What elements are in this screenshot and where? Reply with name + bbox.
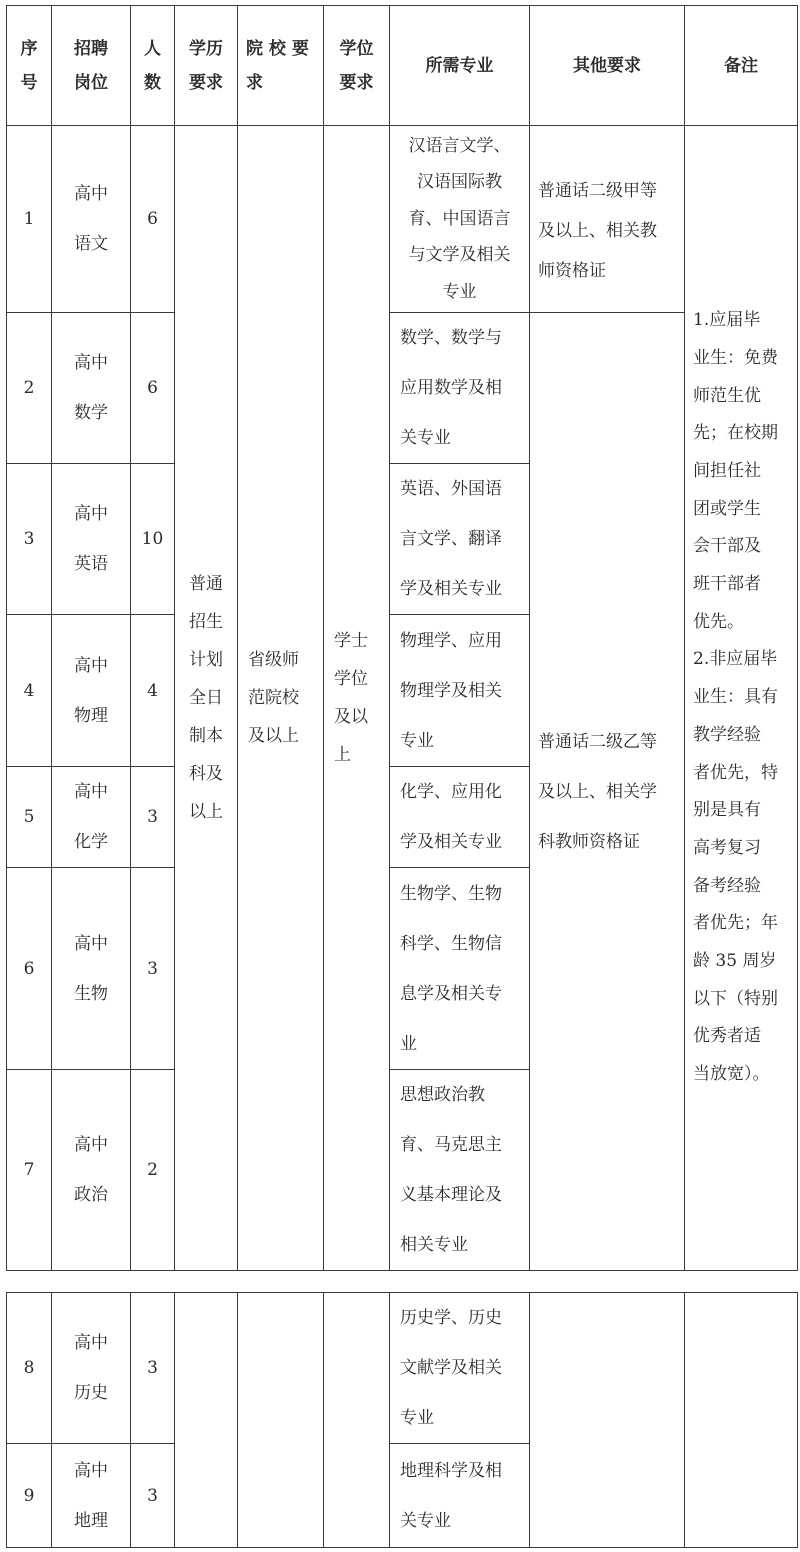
- row-major: 数学、数学与 应用数学及相 关专业: [390, 313, 530, 464]
- row-post: 高中 数学: [52, 313, 131, 464]
- header-post: 招聘 岗位: [52, 6, 131, 126]
- row-major: 化学、应用化 学及相关专业: [390, 767, 530, 868]
- row-count: 3: [131, 1444, 175, 1548]
- header-no: 序 号: [7, 6, 52, 126]
- row-major: 生物学、生物 科学、生物信 息学及相关专 业: [390, 868, 530, 1070]
- header-education: 学历 要求: [175, 6, 238, 126]
- other-req-2: 普通话二级乙等 及以上、相关学 科教师资格证: [530, 313, 685, 1271]
- row-post: 高中 英语: [52, 464, 131, 615]
- row-post: 高中 化学: [52, 767, 131, 868]
- row-count: 4: [131, 615, 175, 767]
- header-other: 其他要求: [530, 6, 685, 126]
- table-row: [7, 313, 798, 464]
- row-post: 高中 生物: [52, 868, 131, 1070]
- row-major: 英语、外国语 言文学、翻译 学及相关专业: [390, 464, 530, 615]
- header-row: [7, 6, 798, 126]
- row-count: 3: [131, 767, 175, 868]
- row-count: 10: [131, 464, 175, 615]
- other-cell-empty: [530, 1293, 685, 1548]
- row-no: 6: [7, 868, 52, 1070]
- header-notes: 备注: [685, 6, 798, 126]
- header-major: 所需专业: [390, 6, 530, 126]
- table-row: [7, 126, 798, 313]
- header-count: 人 数: [131, 6, 175, 126]
- notes-cell-empty: [685, 1293, 798, 1548]
- row-count: 3: [131, 1293, 175, 1444]
- recruitment-table: [6, 5, 798, 1271]
- school-cell: 省级师 范院校 及以上: [238, 126, 324, 1271]
- degree-cell: 学士 学位 及以 上: [324, 126, 390, 1271]
- education-cell: 普通 招生 计划 全日 制本 科及 以上: [175, 126, 238, 1271]
- row-major: 物理学、应用 物理学及相关 专业: [390, 615, 530, 767]
- row-post: 高中 物理: [52, 615, 131, 767]
- row-no: 9: [7, 1444, 52, 1548]
- notes-cell: 1.应届毕 业生：免费 师范生优 先；在校期 间担任社 团或学生 会干部及 班干部者 优先。 2.非应届毕 业生：具有 教学经验 者优先，特 别是具有 高考复习 备考经验 者优先；年 龄 35 周岁 以下（特别 优秀者适 当放宽）。: [685, 126, 798, 1271]
- row-major: 历史学、历史 文献学及相关 专业: [390, 1293, 530, 1444]
- degree-cell-empty: [324, 1293, 390, 1548]
- table-row: [7, 1293, 798, 1444]
- row-major: 地理科学及相 关专业: [390, 1444, 530, 1548]
- row-major: 思想政治教 育、马克思主 义基本理论及 相关专业: [390, 1070, 530, 1271]
- row-no: 5: [7, 767, 52, 868]
- row-no: 1: [7, 126, 52, 313]
- row-post: 高中 政治: [52, 1070, 131, 1271]
- row-count: 6: [131, 313, 175, 464]
- row-no: 2: [7, 313, 52, 464]
- header-degree: 学位 要求: [324, 6, 390, 126]
- row-post: 高中 语文: [52, 126, 131, 313]
- other-req-1: 普通话二级甲等 及以上、相关教 师资格证: [530, 126, 685, 313]
- header-school: 院 校 要 求: [238, 6, 324, 126]
- row-major: 汉语言文学、 汉语国际教 育、中国语言 与文学及相关 专业: [390, 126, 530, 313]
- row-post: 高中 地理: [52, 1444, 131, 1548]
- row-count: 2: [131, 1070, 175, 1271]
- row-no: 4: [7, 615, 52, 767]
- school-cell-empty: [238, 1293, 324, 1548]
- row-no: 8: [7, 1293, 52, 1444]
- row-no: 7: [7, 1070, 52, 1271]
- recruitment-table-continued: [6, 1292, 798, 1548]
- row-no: 3: [7, 464, 52, 615]
- row-post: 高中 历史: [52, 1293, 131, 1444]
- row-count: 6: [131, 126, 175, 313]
- education-cell-empty: [175, 1293, 238, 1548]
- row-count: 3: [131, 868, 175, 1070]
